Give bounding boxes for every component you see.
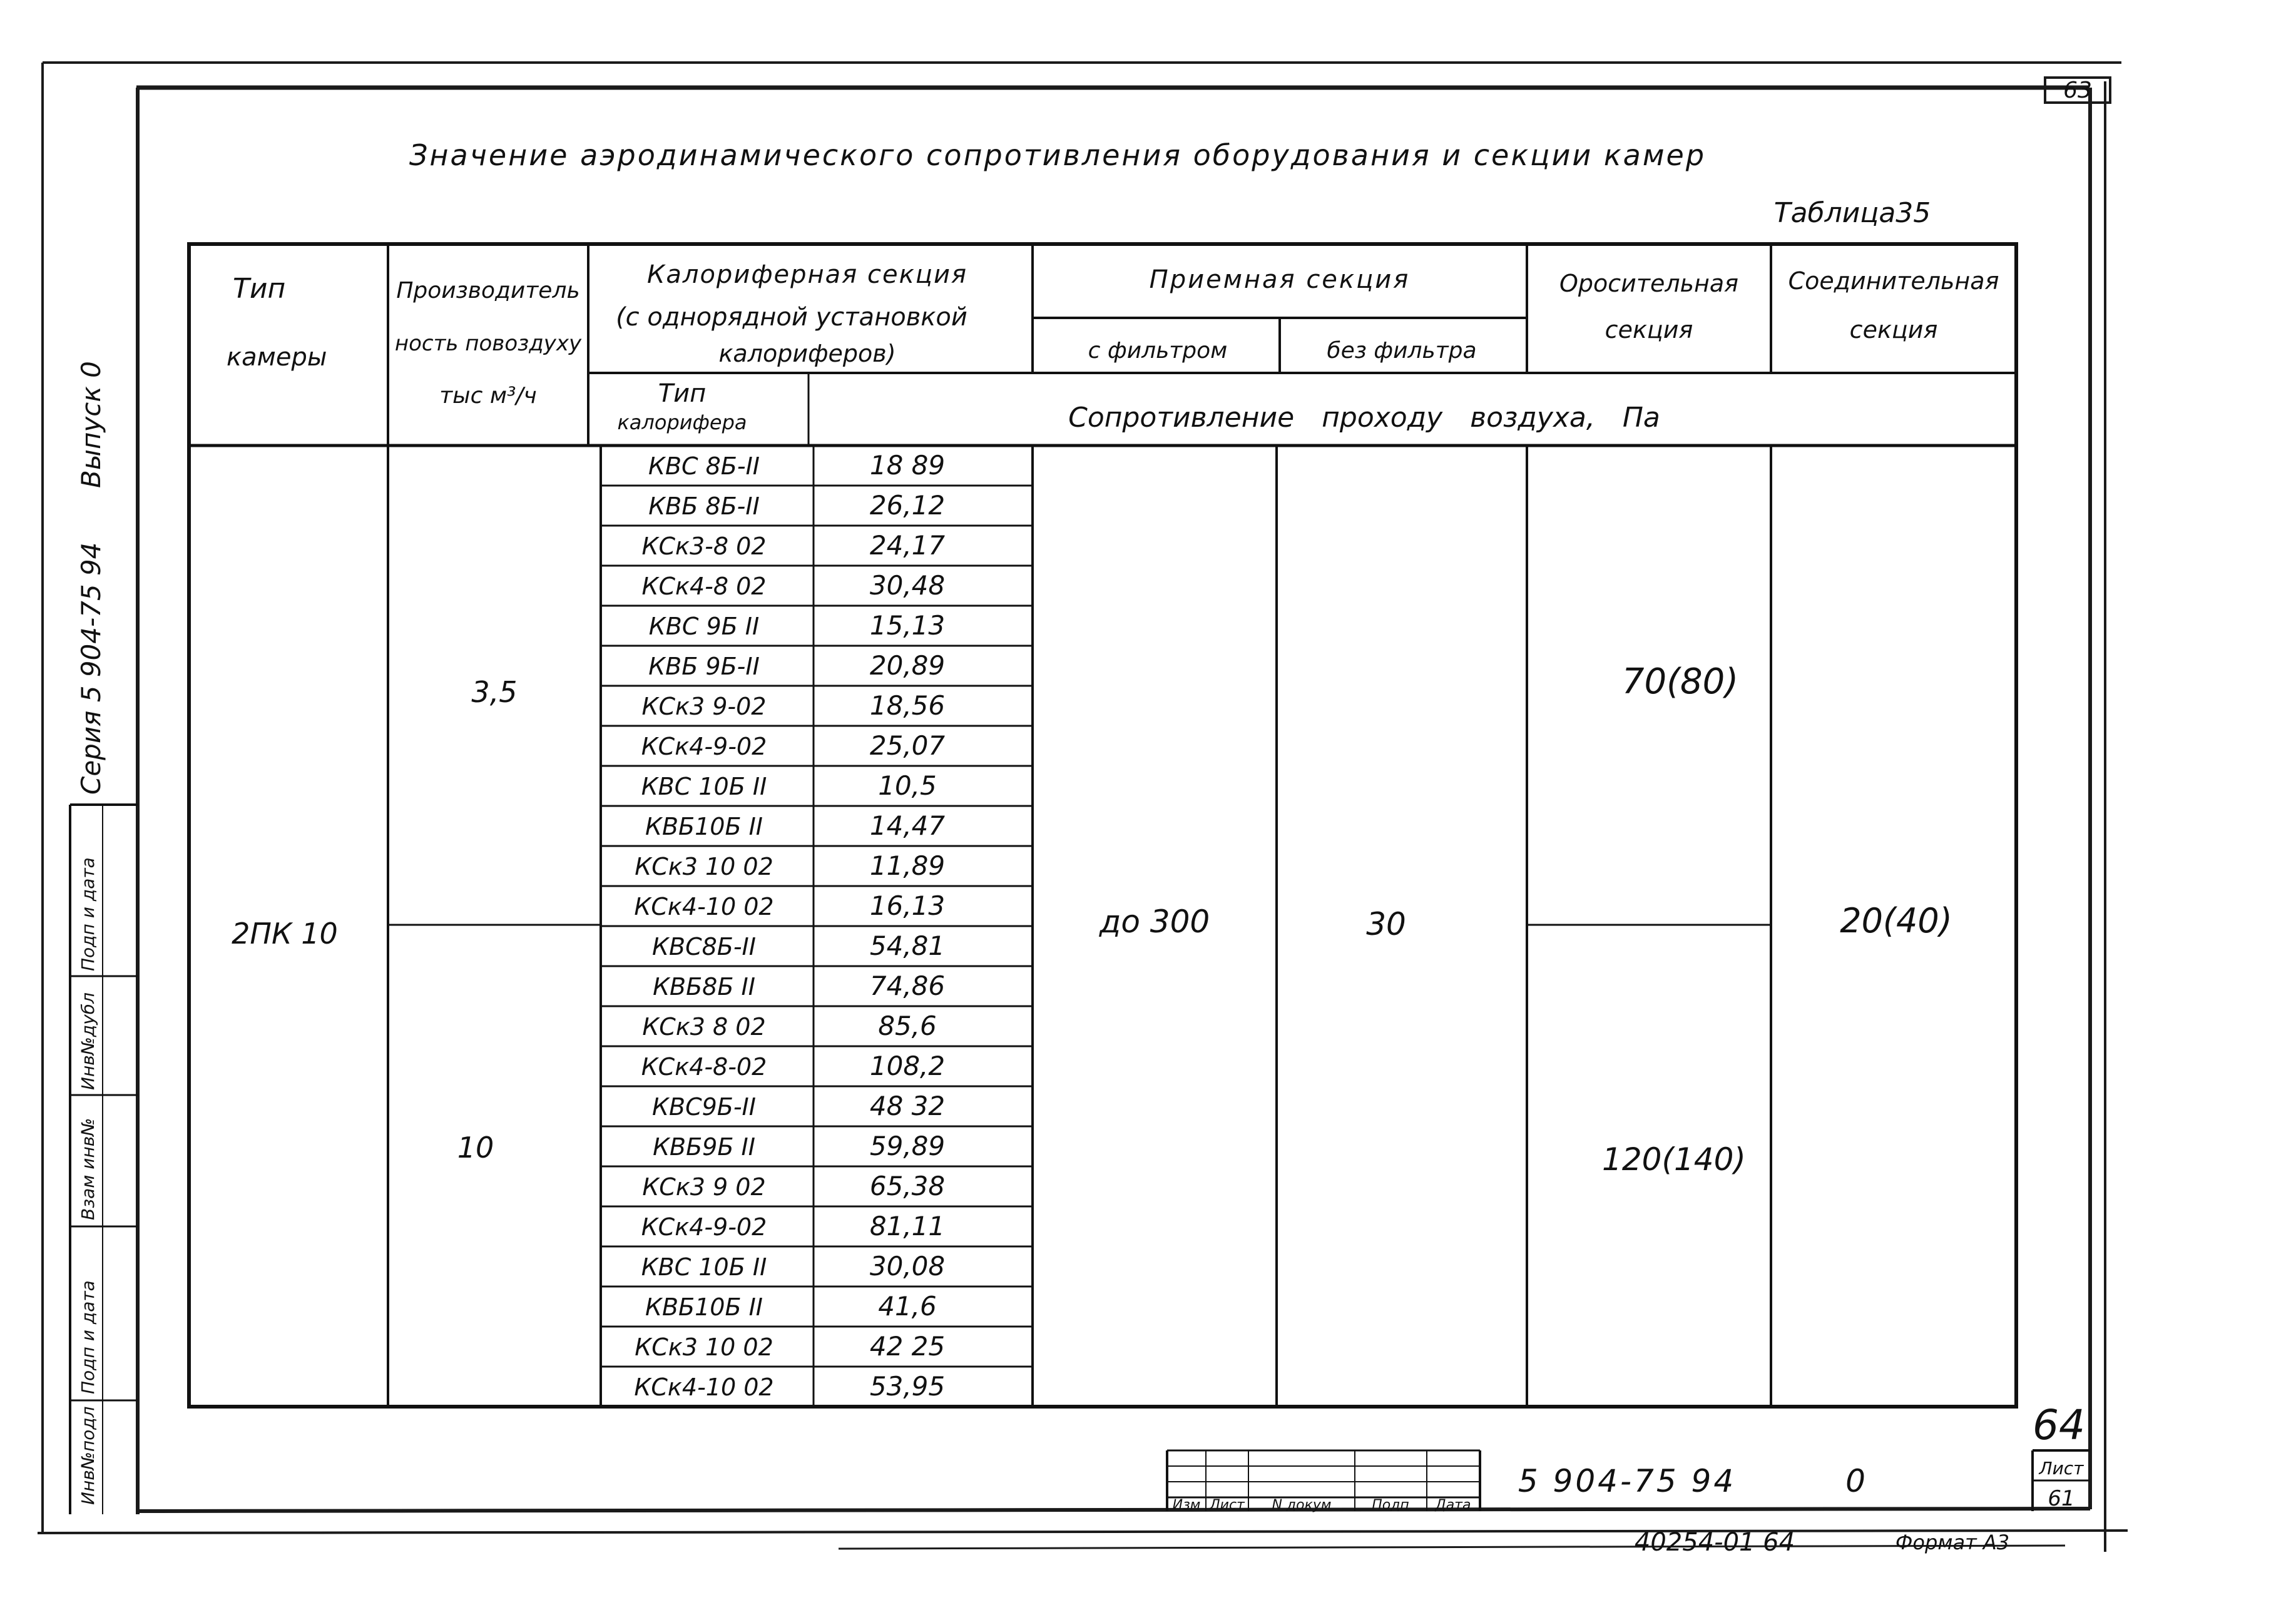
resistance-value-cell: 24,17 <box>869 530 946 561</box>
heater-type-cell: КСк4-10 02 <box>634 1373 774 1402</box>
heater-type-cell: КВС9Б-II <box>652 1093 756 1121</box>
margin-series: Серия 5 904-75 94 <box>76 542 106 795</box>
stamp-inv-podl: Инв№подл <box>78 1406 98 1505</box>
header-connecting-l1: Соединительная <box>1788 267 1999 295</box>
resistance-value-cell: 81,11 <box>869 1211 946 1242</box>
footer-archive-number: 40254-01 64 <box>1634 1528 1795 1557</box>
stamp-vzam-inv: Взам инв№ <box>78 1118 98 1220</box>
irrigation-value-2: 120(140) <box>1602 1141 1746 1178</box>
connecting-value: 20(40) <box>1840 901 1952 940</box>
header-connecting-l2: секция <box>1849 316 1938 344</box>
resistance-value-cell: 74,86 <box>869 971 946 1002</box>
header-intake-with-filter: с фильтром <box>1088 338 1228 364</box>
table-body <box>232 450 1952 1402</box>
resistance-value-cell: 10,5 <box>878 770 937 802</box>
header-capacity-l3: тыс м³/ч <box>439 383 537 409</box>
header-heater-section-l3: калориферов) <box>718 340 896 367</box>
resistance-value-cell: 54,81 <box>869 930 946 962</box>
resistance-value-cell: 18,56 <box>869 690 946 721</box>
heater-type-cell: КВС 9Б II <box>648 613 760 641</box>
heater-type-cell: КСк3-8 02 <box>641 532 767 561</box>
resistance-value-cell: 59,89 <box>869 1131 946 1162</box>
header-heater-type-l1: Тип <box>658 379 707 408</box>
heater-type-cell: КВС 8Б-II <box>648 452 760 481</box>
heater-type-cell: КСк4-9-02 <box>641 1213 767 1241</box>
heater-type-cell: КСк4-8 02 <box>641 573 767 601</box>
heater-type-cell: КСк3 10 02 <box>635 1333 773 1362</box>
camera-type-value: 2ПК 10 <box>232 917 338 950</box>
resistance-value-cell: 26,12 <box>869 490 946 521</box>
heater-type-cell: КСк4-10 02 <box>634 893 774 921</box>
resistance-value-cell: 108,2 <box>869 1051 946 1082</box>
header-camera-type-l1: Тип <box>233 273 286 305</box>
resistance-value-cell: 16,13 <box>869 890 946 922</box>
heater-type-cell: КВБ9Б II <box>653 1133 755 1161</box>
header-capacity-l2: ность повоздуху <box>394 331 582 356</box>
heater-type-cell: КСк3 10 02 <box>635 853 773 881</box>
header-resistance: Сопротивление проходу воздуха, Па <box>1068 402 1660 434</box>
heater-type-cell: КВС 10Б II <box>641 1253 767 1281</box>
stamp-col-data: Дата <box>1435 1497 1471 1513</box>
resistance-value-cell: 11,89 <box>869 850 946 882</box>
doc-issue: 0 <box>1845 1463 1865 1499</box>
page-title: Значение аэродинамического сопротивления оборудования и секции камер <box>409 138 1707 172</box>
resistance-value-cell: 14,47 <box>869 810 946 842</box>
heater-type-cell: КВБ10Б II <box>645 813 763 841</box>
header-camera-type-l2: камеры <box>227 343 327 372</box>
footer-format: Формат А3 <box>1895 1531 2010 1554</box>
header-irrigation-l2: секция <box>1605 316 1693 344</box>
stamp-col-izm: Изм <box>1172 1497 1201 1513</box>
resistance-value-cell: 85,6 <box>878 1011 937 1042</box>
header-capacity-l1: Производитель <box>396 278 580 303</box>
sheet-number: 63 <box>2063 78 2092 103</box>
heater-type-cell: КСк3 9 02 <box>642 1173 766 1201</box>
resistance-value-cell: 30,48 <box>869 570 946 601</box>
stamp-col-podp: Подп <box>1372 1497 1409 1513</box>
resistance-value-cell: 15,13 <box>869 610 946 641</box>
heater-type-cell: КВС8Б-II <box>652 933 756 961</box>
resistance-value-cell: 65,38 <box>869 1171 946 1202</box>
resistance-value-cell: 42 25 <box>869 1331 946 1362</box>
stamp-podp-data-1: Подп и дата <box>78 1280 98 1394</box>
heater-type-cell: КВБ 8Б-II <box>648 492 760 521</box>
header-intake-without-filter: без фильтра <box>1327 338 1477 364</box>
header-intake-section: Приемная секция <box>1149 265 1411 294</box>
handwritten-page-number: 64 <box>2033 1401 2085 1449</box>
intake-without-filter-value: 30 <box>1366 906 1406 942</box>
stamp-col-ndokum: N докум <box>1272 1497 1332 1513</box>
margin-vertical-block <box>70 361 138 1514</box>
resistance-value-cell: 41,6 <box>878 1291 937 1322</box>
resistance-value-cell: 53,95 <box>869 1371 946 1402</box>
heater-type-cell: КВС 10Б II <box>641 773 767 801</box>
table-header <box>227 260 1999 434</box>
heater-type-cell: КСк3 8 02 <box>642 1013 766 1041</box>
stamp-podp-data-2: Подп и дата <box>78 857 98 971</box>
resistance-value-cell: 48 32 <box>869 1091 946 1122</box>
header-heater-section-l2: (с однорядной установкой <box>616 303 967 332</box>
title-block <box>1167 1401 2090 1557</box>
heater-type-cell: КСк4-8-02 <box>641 1053 767 1081</box>
resistance-value-cell: 25,07 <box>869 730 946 762</box>
sheet-value: 61 <box>2048 1486 2075 1511</box>
margin-issue: Выпуск 0 <box>76 361 106 488</box>
sheet-label: Лист <box>2039 1458 2084 1479</box>
resistance-value-cell: 20,89 <box>869 650 946 681</box>
sheet-number-box <box>2045 78 2110 103</box>
intake-with-filter-value: до 300 <box>1099 904 1210 940</box>
resistance-value-cell: 30,08 <box>869 1251 946 1282</box>
doc-code: 5 904-75 94 <box>1518 1463 1737 1499</box>
header-irrigation-l1: Оросительная <box>1559 270 1739 297</box>
irrigation-value-1: 70(80) <box>1621 661 1739 702</box>
heater-type-cell: КСк3 9-02 <box>641 693 767 721</box>
heater-type-cell: КСк4-9-02 <box>641 733 767 761</box>
stamp-inv-dubl: Инв№дубл <box>78 992 98 1090</box>
stamp-col-list: Лист <box>1210 1497 1245 1513</box>
heater-type-cell: КВБ10Б II <box>645 1293 763 1322</box>
resistance-value-cell: 18 89 <box>869 450 946 481</box>
table-label: Таблица35 <box>1773 197 1931 229</box>
header-heater-section-l1: Калориферная секция <box>646 260 968 289</box>
heater-type-cell: КВБ 9Б-II <box>648 653 760 681</box>
capacity-value-1: 3,5 <box>471 675 518 709</box>
heater-type-cell: КВБ8Б II <box>653 973 755 1001</box>
capacity-value-2: 10 <box>457 1131 494 1164</box>
header-heater-type-l2: калорифера <box>617 410 747 434</box>
